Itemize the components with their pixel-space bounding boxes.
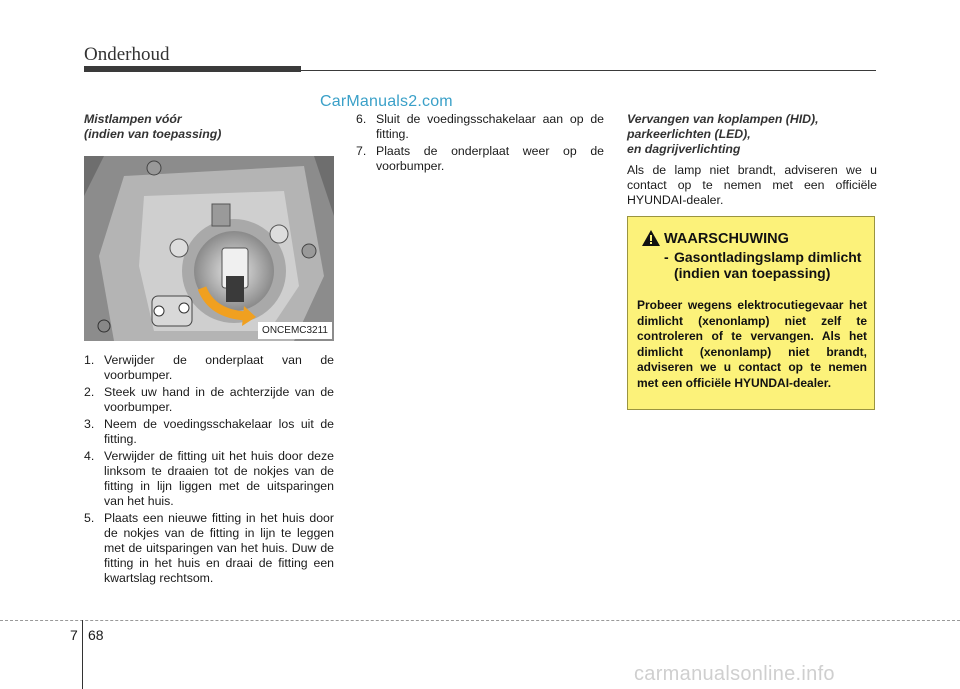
- list-item: 7. Plaats de onderplaat weer op de voorbumper.: [356, 144, 604, 173]
- left-column: [84, 112, 334, 588]
- warning-title: WAARSCHUWING: [664, 231, 789, 247]
- right-column: [627, 112, 877, 208]
- middle-column: [356, 112, 604, 176]
- warning-box: [627, 216, 875, 410]
- footer-vertical-rule: [82, 620, 83, 689]
- headlamp-heading: Vervangen van koplampen (HID), parkeerlichten (LED), en dagrijverlichting: [627, 112, 819, 156]
- page-section-title: Onderhoud: [84, 44, 170, 65]
- chapter-number: 7: [70, 627, 78, 643]
- warning-subtitle: - Gasontladingslamp dimlicht (indien van toepassing): [664, 249, 862, 281]
- warning-body: Probeer wegens elektrocutiegevaar het dimlicht (xenonlamp) niet zelf te controleren of te vervangen. Als het dimlicht (xenonlamp) niet brandt, adviseren we u contact op te nemen met een officiële HYUNDAI-dealer.: [637, 298, 867, 390]
- page-number: 68: [88, 627, 104, 643]
- list-item: 2. Steek uw hand in de achterzijde van de voorbumper.: [84, 385, 334, 414]
- list-item: 4. Verwijder de fitting uit het huis door deze linksom te draaien tot de nokjes van de fitting in lijn liggen met de uitsparingen van het huis.: [84, 449, 334, 508]
- replacement-steps: [84, 353, 334, 586]
- warning-triangle-icon: [642, 230, 660, 246]
- figure-caption: ONCEMC3211: [258, 322, 332, 339]
- header-rule: [301, 70, 876, 71]
- header-bar: [84, 66, 301, 72]
- replacement-steps-continued: [356, 112, 604, 174]
- fog-lamp-image: [84, 156, 334, 341]
- list-item: 3. Neem de voedingsschakelaar los uit de fitting.: [84, 417, 334, 446]
- list-item: 5. Plaats een nieuwe fitting in het huis door de nokjes van de fitting in lijn te leggen met de uitsparingen van het huis. Duw de fitting in het huis en draai de fitting een kwartslag rechtsom.: [84, 511, 334, 585]
- dealer-advice: Als de lamp niet brandt, adviseren we u contact op te nemen met een officiële HYUNDAI-dealer.: [627, 163, 877, 207]
- list-item: 6. Sluit de voedingsschakelaar aan op de fitting.: [356, 112, 604, 141]
- watermark-top: CarManuals2.com: [320, 93, 453, 110]
- footer-divider: [0, 620, 960, 621]
- watermark-bottom: carmanualsonline.info: [634, 663, 835, 685]
- list-item: 1. Verwijder de onderplaat van de voorbumper.: [84, 353, 334, 382]
- fog-lamp-heading: Mistlampen vóór (indien van toepassing): [84, 112, 222, 141]
- fog-lamp-illustration: [84, 156, 334, 341]
